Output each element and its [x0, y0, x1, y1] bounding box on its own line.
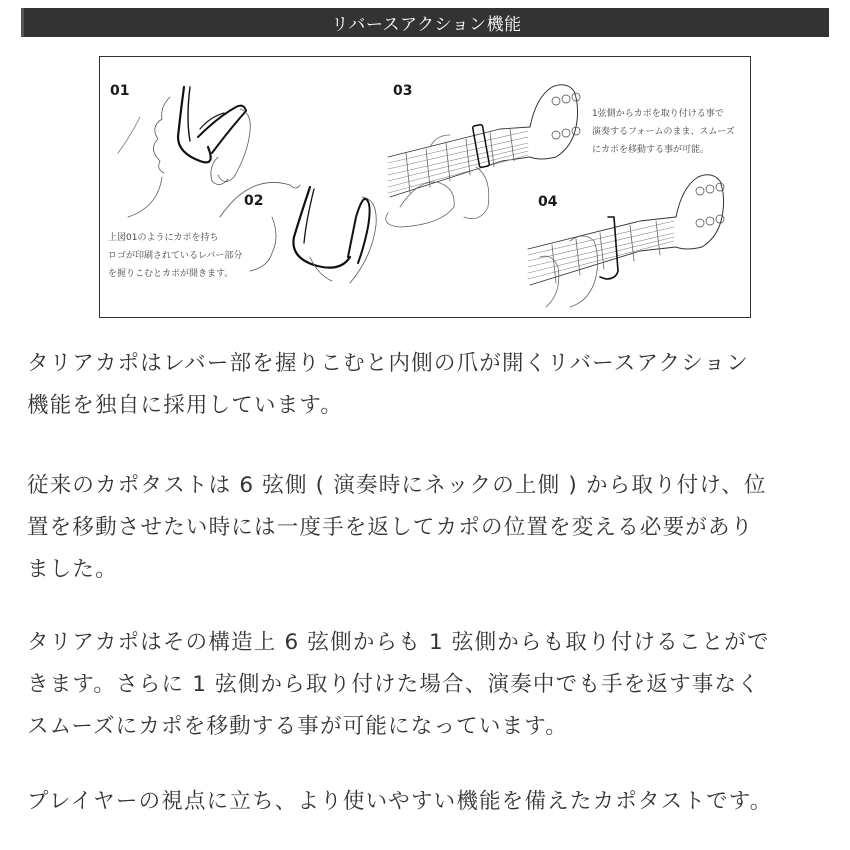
caption-left-line: を握りこむとカポが開きます。	[108, 269, 234, 279]
step-label-04: 04	[538, 194, 558, 210]
caption-right-line: 演奏するフォームのまま、スムーズ	[592, 127, 735, 137]
paragraph-line: ました。	[27, 557, 118, 582]
step-label-02: 02	[244, 193, 264, 209]
paragraph-line: きます。さらに 1 弦側から取り付けた場合、演奏中でも手を返す事なく	[27, 672, 760, 697]
caption-right-line: にカポを移動する事が可能。	[592, 145, 710, 155]
paragraph-2	[27, 465, 827, 591]
step-label-03: 03	[393, 83, 413, 99]
paragraph-line: 従来のカポタストは 6 弦側 ( 演奏時にネックの上側 ) から取り付け、位	[27, 473, 767, 498]
paragraph-4	[27, 781, 827, 823]
section-header-bar	[21, 8, 829, 37]
step-label-01: 01	[110, 83, 130, 99]
paragraph-line: 機能を独自に採用しています。	[27, 393, 344, 418]
caption-left-line: ロゴが印刷されているレバー部分	[108, 251, 243, 261]
instruction-figure	[99, 56, 751, 318]
caption-left-line: 上図01のようにカポを持ち	[108, 233, 219, 243]
hand-squeezing-capo-icon	[118, 87, 250, 217]
paragraph-1	[27, 343, 827, 427]
paragraph-line: タリアカポはレバー部を握りこむと内側の爪が開くリバースアクション	[27, 351, 749, 376]
paragraph-3	[27, 622, 827, 748]
caption-right-line: 1弦側からカポを取り付ける事で	[592, 109, 724, 119]
caption-right	[592, 105, 735, 159]
caption-left	[108, 229, 242, 283]
paragraph-line: 置を移動させたい時には一度手を返してカポの位置を変える必要があり	[27, 515, 754, 540]
paragraph-line: タリアカポはその構造上 6 弦側からも 1 弦側からも取り付けることがで	[27, 630, 770, 655]
paragraph-line: スムーズにカポを移動する事が可能になっています。	[27, 714, 568, 739]
section-title: リバースアクション機能	[331, 15, 522, 35]
paragraph-line: プレイヤーの視点に立ち、より使いやすい機能を備えたカポタストです。	[27, 789, 773, 814]
